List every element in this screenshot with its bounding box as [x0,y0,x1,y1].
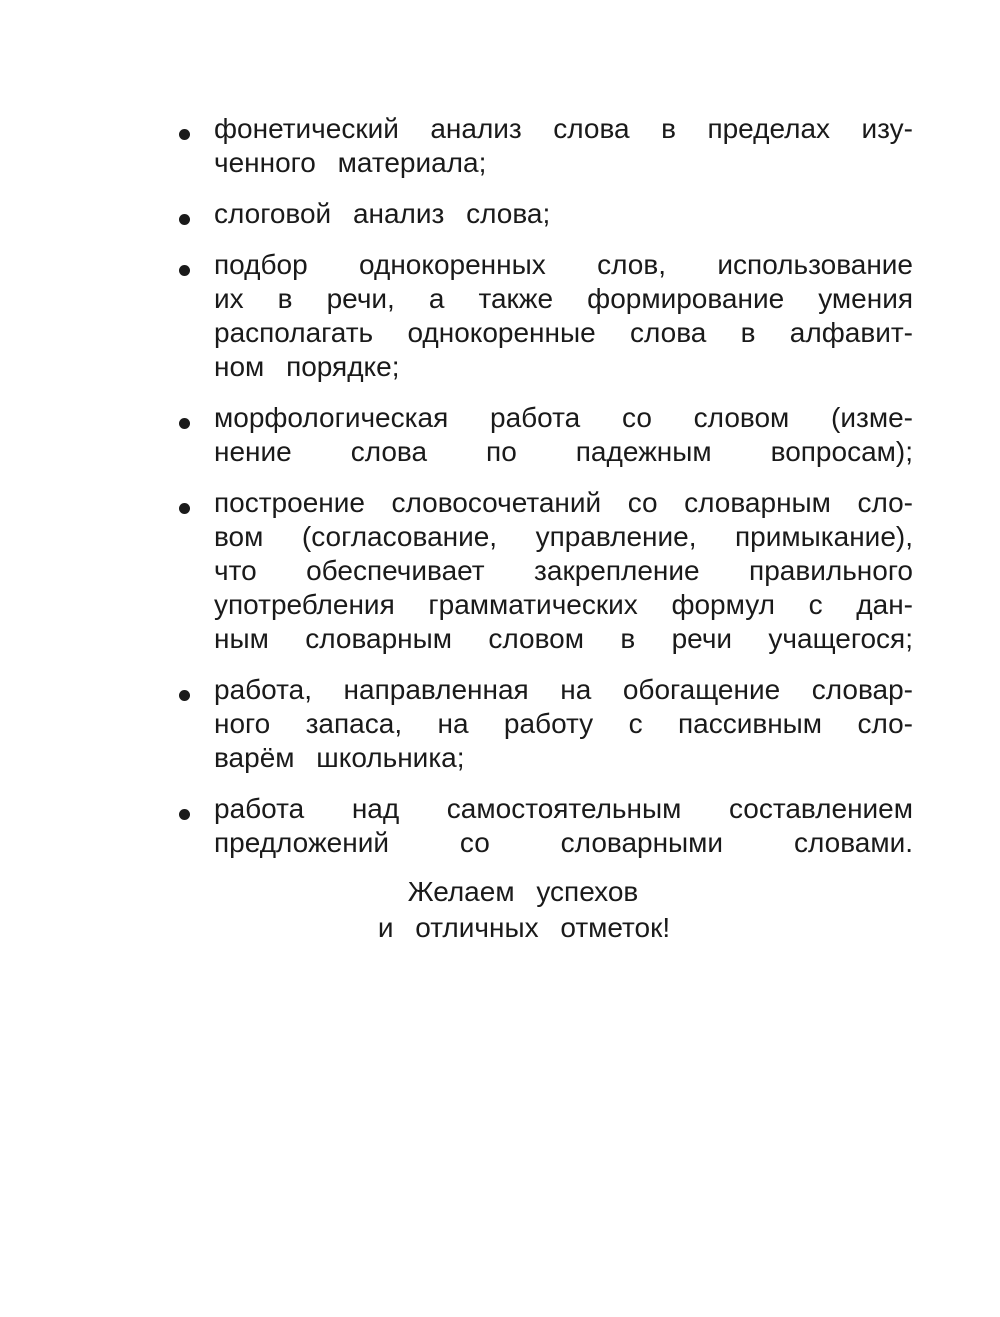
list-item [173,401,913,469]
closing-line-2: и отличных отметок! [377,912,671,943]
list-item-line: работа над самостоятельным составлением [214,793,913,824]
bullet-icon [179,690,190,701]
list-item-line: фонетический анализ слова в пределах изу- [214,113,913,144]
bullet-icon [179,809,190,820]
bullet-icon [179,418,190,429]
bullet-icon [179,129,190,140]
list-item-line: слоговой анализ слова; [214,198,551,229]
list-item-line: их в речи, а также формирование умения [214,283,913,314]
bullet-list [173,112,913,877]
list-item [173,197,913,231]
list-item-line: работа, направленная на обогащение словар- [214,674,913,705]
list-item-line: ченного материала; [214,147,487,178]
list-item-line: что обеспечивает закрепление правильного [214,555,913,586]
list-item [173,673,913,775]
bullet-icon [179,503,190,514]
list-item-line: нение слова по падежным вопросам); [214,436,913,467]
list-item-line: предложений со словарными словами. [214,827,913,858]
closing-line-1: Желаем успехов [407,876,639,907]
list-item-line: ном порядке; [214,351,400,382]
list-item-line: варём школьника; [214,742,465,773]
list-item-line: подбор однокоренных слов, использование [214,249,913,280]
list-item-line: располагать однокоренные слова в алфавит- [214,317,913,348]
list-item [173,486,913,656]
list-item-line: ного запаса, на работу с пассивным сло- [214,708,913,739]
list-item [173,248,913,384]
bullet-icon [179,214,190,225]
list-item-line: ным словарным словом в речи учащегося; [214,623,913,654]
list-item [173,112,913,180]
list-item-line: морфологическая работа со словом (изме- [214,402,913,433]
list-item-line: вом (согласование, управление, примыкание), [214,521,913,552]
closing-wish [0,874,1000,946]
list-item [173,792,913,860]
list-item-line: употребления грамматических формул с дан- [214,589,913,620]
bullet-icon [179,265,190,276]
list-item-line: построение словосочетаний со словарным сло- [214,487,913,518]
